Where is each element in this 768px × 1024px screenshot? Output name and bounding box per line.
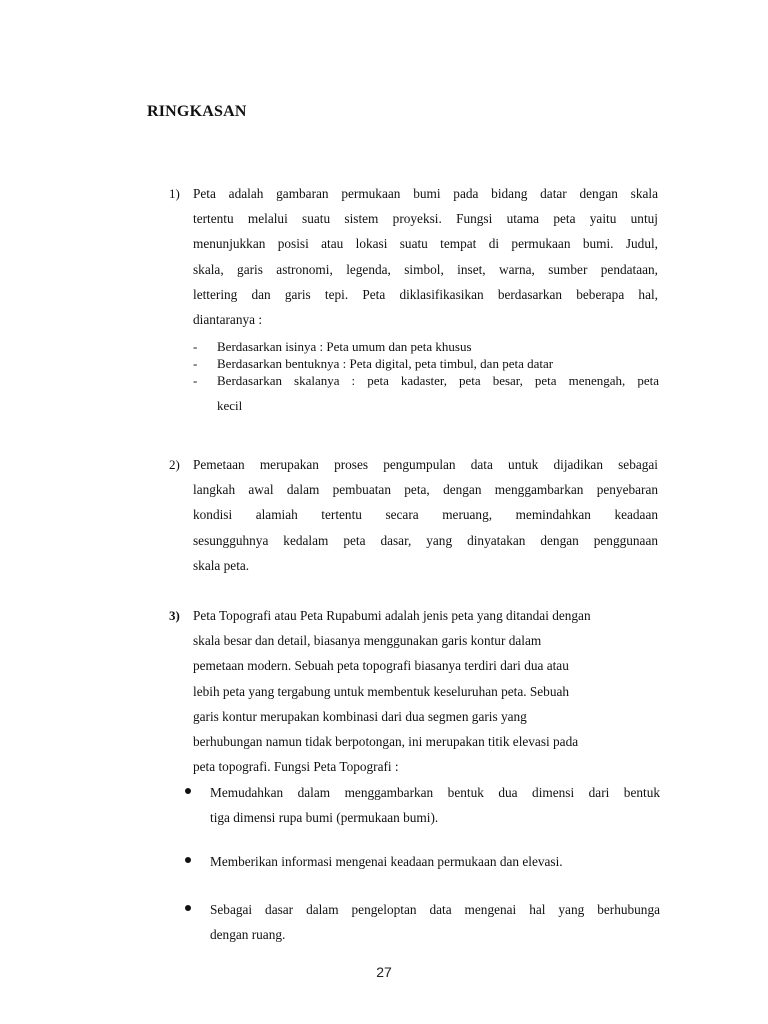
paragraph-line: skala peta. — [193, 557, 250, 573]
bullet-line: dengan ruang. — [210, 927, 286, 942]
paragraph-line: pemetaan modern. Sebuah peta topografi biasanya terdiri dari dua atau — [193, 658, 569, 674]
paragraph-line: langkah awal dalam pembuatan peta, dengan menggambarkan penyebaran — [193, 482, 658, 498]
paragraph-line: lettering dan garis tepi. Peta diklasifikasikan berdasarkan beberapa hal, — [193, 286, 658, 302]
bullet-icon — [185, 857, 191, 863]
paragraph-line: skala besar dan detail, biasanya menggunakan garis kontur dalam — [193, 633, 542, 649]
list-item-text — [210, 780, 660, 830]
bullet-icon — [185, 788, 191, 794]
paragraph-line: peta topografi. Fungsi Peta Topografi : — [193, 759, 399, 775]
section-2-paragraph — [193, 452, 658, 578]
paragraph-line: tertentu melalui suatu sistem proyeksi. Fungsi utama peta yaitu untuj — [193, 211, 658, 227]
list-item-text: Berdasarkan bentuknya : Peta digital, peta timbul, dan peta datar — [217, 356, 554, 371]
bullet-line: Memudahkan dalam menggambarkan bentuk dua dimensi dari bentuk — [210, 785, 660, 800]
paragraph-line: Peta Topografi atau Peta Rupabumi adalah jenis peta yang ditandai dengan — [193, 608, 591, 623]
bullet-line: Memberikan informasi mengenai keadaan permukaan dan elevasi. — [210, 854, 563, 869]
page-heading: RINGKASAN — [147, 103, 247, 120]
list-item-text — [210, 849, 660, 874]
list-item — [193, 372, 668, 414]
dash-marker: - — [193, 339, 198, 354]
list-item-text — [210, 897, 660, 947]
dash-marker: - — [193, 356, 198, 371]
paragraph-line: Pemetaan merupakan proses pengumpulan data untuk dijadikan sebagai — [193, 457, 658, 472]
bullet-line: tiga dimensi rupa bumi (permukaan bumi). — [210, 810, 439, 825]
page-number: 27 — [376, 964, 392, 980]
list-item-text: Berdasarkan skalanya : peta kadaster, peta besar, peta menengah, peta — [217, 373, 659, 388]
list-item-text: Berdasarkan isinya : Peta umum dan peta khusus — [217, 339, 472, 354]
paragraph-line: lebih peta yang tergabung untuk membentuk keseluruhan peta. Sebuah — [193, 683, 570, 699]
paragraph-line: sesungguhnya kedalam peta dasar, yang dinyatakan dengan penggunaan — [193, 532, 658, 548]
list-item — [193, 355, 668, 372]
section-3-number: 3) — [169, 608, 180, 623]
paragraph-line: Peta adalah gambaran permukaan bumi pada bidang datar dengan skala — [193, 186, 658, 201]
bullet-line: Sebagai dasar dalam pengeloptan data mengenai hal yang berhubunga — [210, 902, 660, 917]
paragraph-line: menunjukkan posisi atau lokasi suatu tempat di permukaan bumi. Judul, — [193, 236, 658, 252]
list-item — [193, 338, 668, 355]
dash-marker: - — [193, 373, 198, 388]
bullet-icon — [185, 905, 191, 911]
section-2-number: 2) — [169, 457, 180, 472]
paragraph-line: diantaranya : — [193, 312, 263, 328]
section-1-number: 1) — [169, 186, 180, 201]
classification-list — [193, 338, 668, 414]
paragraph-line: kondisi alamiah tertentu secara meruang, memindahkan keadaan — [193, 507, 658, 523]
paragraph-line: garis kontur merupakan kombinasi dari dua segmen garis yang — [193, 708, 527, 724]
list-item-continuation: kecil — [217, 398, 243, 413]
paragraph-line: berhubungan namun tidak berpotongan, ini merupakan titik elevasi pada — [193, 734, 579, 750]
section-1-paragraph — [193, 181, 658, 332]
paragraph-line: skala, garis astronomi, legenda, simbol, inset, warna, sumber pendataan, — [193, 261, 658, 277]
section-3-paragraph — [193, 603, 658, 779]
